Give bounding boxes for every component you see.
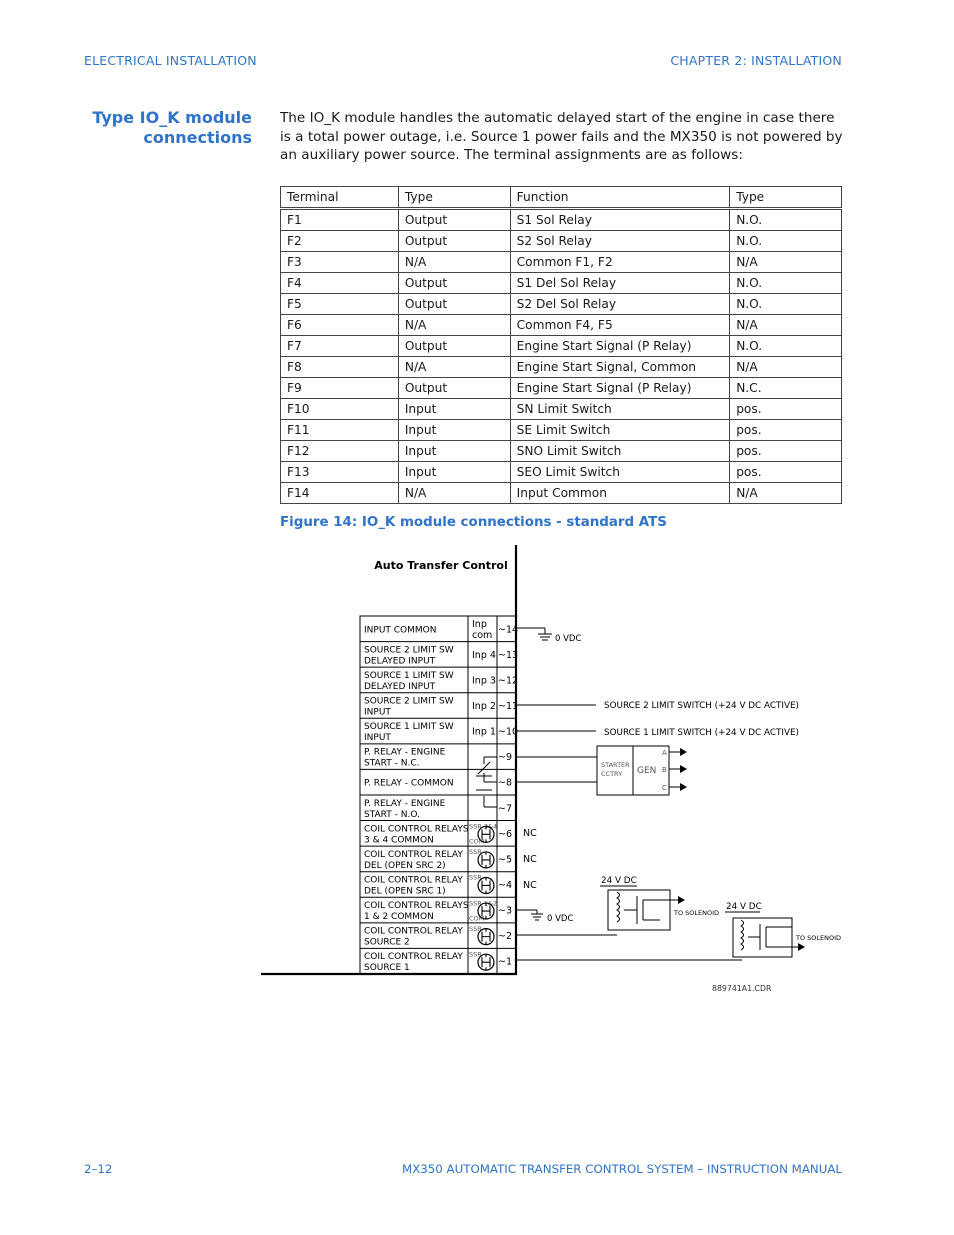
terminal-label: SOURCE 2 LIMIT SW — [364, 696, 454, 707]
terminal-label-line2: START - N.O. — [364, 809, 420, 820]
table-cell: N/A — [730, 315, 842, 336]
ssr-code: SSR — [469, 950, 482, 959]
source1-limit-switch-label: SOURCE 1 LIMIT SWITCH (+24 V DC ACTIVE) — [604, 728, 799, 738]
terminal-label: COIL CONTROL RELAYS — [364, 901, 469, 912]
table-cell: N/A — [398, 315, 510, 336]
ssr-code: SSR 1&2 — [469, 899, 498, 908]
terminal-label: P. RELAY - ENGINE — [364, 798, 446, 809]
table-cell: pos. — [730, 399, 842, 420]
table-cell: SN Limit Switch — [510, 399, 730, 420]
input-code: Inp 2 — [472, 700, 496, 712]
table-cell: N.O. — [730, 231, 842, 252]
table-cell: SNO Limit Switch — [510, 441, 730, 462]
terminal-label: COIL CONTROL RELAY — [364, 952, 463, 963]
terminal-number: ~10 — [498, 726, 519, 738]
terminal-number: ~9 — [498, 752, 513, 764]
zero-vdc-bottom-label: 0 VDC — [547, 914, 574, 924]
terminal-number: ~8 — [498, 777, 513, 789]
table-cell: F8 — [281, 357, 399, 378]
table-cell: Common F4, F5 — [510, 315, 730, 336]
terminal-number: ~2 — [498, 931, 513, 943]
terminal-number: ~6 — [498, 828, 513, 840]
to-solenoid-label-2: TO SOLENOID — [796, 934, 842, 942]
terminal-label-line2: START - N.C. — [364, 758, 420, 769]
starter-cctry-label: CCTRY — [601, 770, 623, 778]
table-cell: Common F1, F2 — [510, 252, 730, 273]
table-cell: N.O. — [730, 209, 842, 231]
table-cell: pos. — [730, 441, 842, 462]
source2-limit-switch-label: SOURCE 2 LIMIT SWITCH (+24 V DC ACTIVE) — [604, 701, 799, 711]
zero-vdc-top-label: 0 VDC — [555, 634, 582, 644]
table-cell: F3 — [281, 252, 399, 273]
terminal-label: SOURCE 1 LIMIT SW — [364, 670, 454, 681]
starter-label: STARTER — [601, 761, 630, 769]
nc-label-4: NC — [523, 880, 537, 891]
terminal-number: ~7 — [498, 803, 513, 815]
table-cell: F2 — [281, 231, 399, 252]
table-cell: F6 — [281, 315, 399, 336]
table-cell: Output — [398, 273, 510, 294]
table-cell: Output — [398, 294, 510, 315]
terminal-label-line2: 3 & 4 COMMON — [364, 835, 434, 846]
table-cell: pos. — [730, 462, 842, 483]
terminal-number: ~5 — [498, 854, 513, 866]
input-code: Inp 1 — [472, 726, 496, 738]
table-header-cell: Function — [510, 187, 730, 209]
table-header-cell: Type — [398, 187, 510, 209]
terminal-label-line2: INPUT — [364, 733, 391, 744]
table-cell: N/A — [398, 483, 510, 504]
24vdc-label-2: 24 V DC — [726, 902, 762, 912]
terminal-label: COIL CONTROL RELAY — [364, 875, 463, 886]
ssr-code: SSR 3&4 — [469, 822, 498, 831]
table-cell: F14 — [281, 483, 399, 504]
table-cell: Input — [398, 399, 510, 420]
phase-c-label: C — [662, 784, 667, 792]
table-cell: S1 Sol Relay — [510, 209, 730, 231]
table-cell: SE Limit Switch — [510, 420, 730, 441]
table-cell: F1 — [281, 209, 399, 231]
terminal-number: ~1 — [498, 956, 513, 968]
table-cell: S2 Sol Relay — [510, 231, 730, 252]
table-cell: N.C. — [730, 378, 842, 399]
table-cell: SEO Limit Switch — [510, 462, 730, 483]
table-header-cell: Type — [730, 187, 842, 209]
table-cell: N/A — [398, 252, 510, 273]
nc-label-6: NC — [523, 828, 537, 839]
terminal-number: ~3 — [498, 905, 513, 917]
terminal-label-line2: SOURCE 2 — [364, 937, 410, 948]
terminal-rows — [360, 619, 518, 973]
table-cell: Engine Start Signal, Common — [510, 357, 730, 378]
terminal-label: COIL CONTROL RELAY — [364, 926, 463, 937]
terminal-label-line2: DELAYED INPUT — [364, 656, 436, 667]
input-code-2: com — [472, 629, 493, 641]
terminal-label: INPUT COMMON — [364, 625, 437, 636]
table-cell: Output — [398, 378, 510, 399]
terminal-number: ~4 — [498, 879, 513, 891]
input-code: Inp — [472, 618, 487, 630]
table-cell: S2 Del Sol Relay — [510, 294, 730, 315]
terminal-label-line2: DELAYED INPUT — [364, 681, 436, 692]
terminal-label: COIL CONTROL RELAYS — [364, 824, 469, 835]
table-cell: F9 — [281, 378, 399, 399]
ssr-code-2: COM — [469, 837, 485, 846]
running-header-right: CHAPTER 2: INSTALLATION — [670, 53, 842, 68]
terminal-label-line2: DEL (OPEN SRC 2) — [364, 860, 446, 871]
table-cell: F5 — [281, 294, 399, 315]
terminal-label-line2: SOURCE 1 — [364, 963, 410, 974]
table-cell: pos. — [730, 420, 842, 441]
terminal-label: SOURCE 1 LIMIT SW — [364, 722, 454, 733]
terminal-label-line2: 1 & 2 COMMON — [364, 912, 434, 923]
table-cell: N.O. — [730, 336, 842, 357]
intro-paragraph: The IO_K module handles the automatic delayed start of the engine in case there is a total power outage, i.e. Source 1 power fails and the MX350 is not powered by an auxiliary power source. The terminal assignments are as follows: — [280, 110, 843, 163]
table-cell: Input Common — [510, 483, 730, 504]
table-cell: N/A — [398, 357, 510, 378]
ssr-code-2: COM — [469, 914, 485, 923]
table-cell: S1 Del Sol Relay — [510, 273, 730, 294]
table-cell: N/A — [730, 357, 842, 378]
section-title-line2: connections — [143, 128, 252, 147]
drawing-number: 889741A1.CDR — [712, 984, 772, 993]
table-cell: F11 — [281, 420, 399, 441]
phase-b-label: B — [662, 766, 667, 774]
terminal-number: ~11 — [498, 700, 519, 712]
diagram-title: Auto Transfer Control — [374, 559, 508, 572]
input-code: Inp 3 — [472, 675, 496, 687]
running-header-left: ELECTRICAL INSTALLATION — [84, 53, 257, 68]
table-cell: N.O. — [730, 294, 842, 315]
ssr-code: SSR — [469, 873, 482, 882]
table-cell: Input — [398, 462, 510, 483]
gen-label: GEN — [637, 766, 657, 776]
manual-title-footer: MX350 AUTOMATIC TRANSFER CONTROL SYSTEM – INSTRUCTION MANUAL — [402, 1162, 842, 1176]
table-cell: Output — [398, 209, 510, 231]
table-cell: Input — [398, 420, 510, 441]
table-cell: F7 — [281, 336, 399, 357]
phase-a-label: A — [662, 749, 667, 757]
terminal-label-line2: INPUT — [364, 707, 391, 718]
terminal-label: P. RELAY - ENGINE — [364, 747, 446, 758]
table-cell: N/A — [730, 252, 842, 273]
table-cell: N.O. — [730, 273, 842, 294]
terminal-label: COIL CONTROL RELAY — [364, 849, 463, 860]
table-cell: Input — [398, 441, 510, 462]
figure-caption: Figure 14: IO_K module connections - standard ATS — [280, 515, 667, 530]
table-cell: F4 — [281, 273, 399, 294]
table-cell: Output — [398, 231, 510, 252]
ssr-code: SSR — [469, 924, 482, 933]
24vdc-label-1: 24 V DC — [601, 876, 637, 886]
terminal-number: ~12 — [498, 675, 519, 687]
page-number: 2–12 — [84, 1162, 113, 1176]
table-cell: F13 — [281, 462, 399, 483]
input-code: Inp 4 — [472, 649, 496, 661]
terminal-number: ~14 — [498, 624, 519, 636]
terminal-label-line2: DEL (OPEN SRC 1) — [364, 886, 446, 897]
terminal-number: ~13 — [498, 649, 519, 661]
table-cell: F10 — [281, 399, 399, 420]
section-title-line1: Type IO_K module — [92, 108, 252, 127]
terminal-label: SOURCE 2 LIMIT SW — [364, 645, 454, 656]
table-header-cell: Terminal — [281, 187, 399, 209]
table-cell: N/A — [730, 483, 842, 504]
to-solenoid-label-1: TO SOLENOID — [674, 909, 720, 917]
nc-label-5: NC — [523, 854, 537, 865]
table-cell: Engine Start Signal (P Relay) — [510, 336, 730, 357]
table-cell: Engine Start Signal (P Relay) — [510, 378, 730, 399]
table-cell: F12 — [281, 441, 399, 462]
ssr-code: SSR — [469, 848, 482, 857]
table-cell: Output — [398, 336, 510, 357]
terminal-label: P. RELAY - COMMON — [364, 778, 454, 789]
